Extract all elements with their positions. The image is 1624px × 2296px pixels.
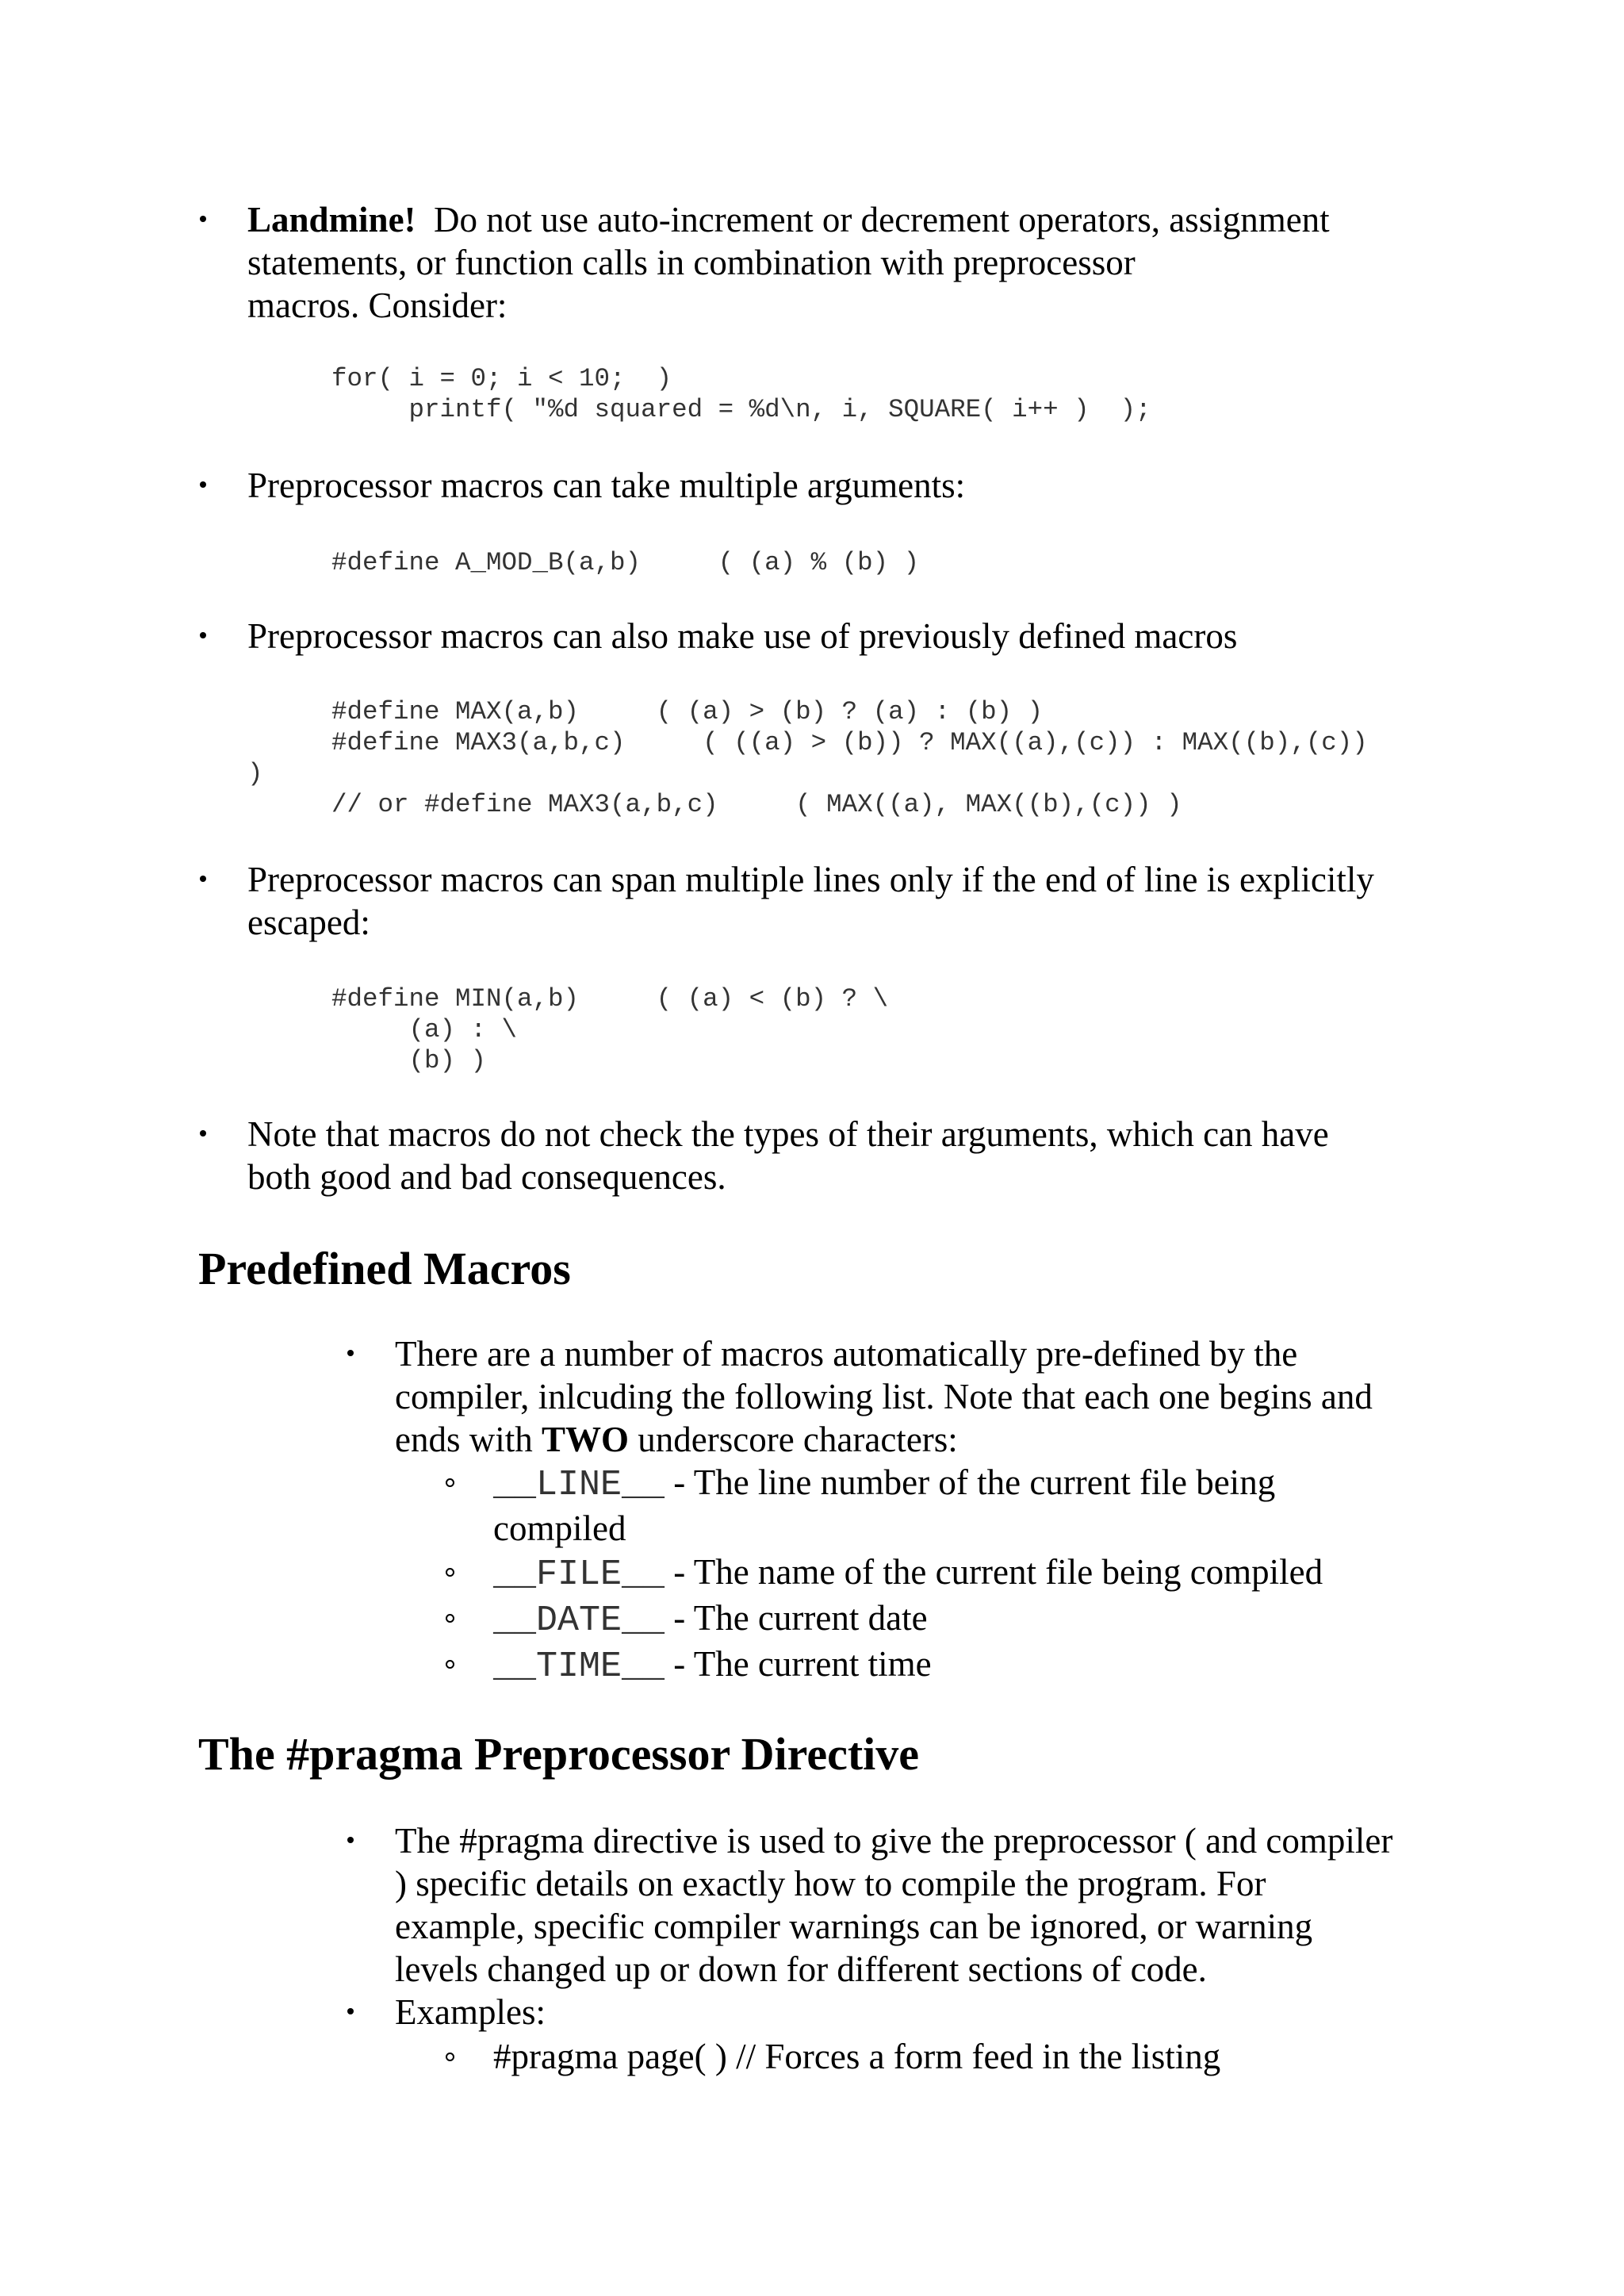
macro-desc: - The line number of the current file being [665, 1462, 1276, 1502]
sub-bullet-circle [446, 1614, 454, 1623]
types-note-line-2: both good and bad consequences. [247, 1157, 726, 1197]
examples-label: Examples: [395, 1992, 546, 2032]
sub-bullet-circle [446, 1568, 454, 1577]
macro-name: __LINE__ [493, 1465, 665, 1505]
code-block-wrap [247, 758, 263, 789]
predefined-line-3-post: underscore characters: [629, 1420, 958, 1459]
bullet-dot [347, 1350, 354, 1356]
code-line: #define MAX(a,b) ( (a) > (b) ? (a) : (b) ) [331, 697, 1044, 726]
multiple-args-text: Preprocessor macros can take multiple arguments: [247, 466, 966, 505]
landmine-line-3: macros. Consider: [247, 286, 508, 325]
sub-bullet-circle [446, 1478, 454, 1487]
example-text: #pragma page( ) // Forces a form feed in the listing [493, 2037, 1221, 2076]
code-line: printf( "%d squared = %d\n, i, SQUARE( i++ ) ); [331, 395, 1151, 424]
predefined-line-1: There are a number of macros automatically pre-defined by the [395, 1334, 1298, 1374]
bullet-dot [347, 1837, 354, 1843]
code-block-max3-alt [331, 789, 1182, 820]
heading-pragma: The #pragma Preprocessor Directive [198, 1728, 919, 1780]
pragma-line-1: The #pragma directive is used to give the preprocessor ( and compiler [395, 1821, 1393, 1861]
macro-desc: - The current time [665, 1644, 932, 1684]
pragma-line-4: levels changed up or down for different sections of code. [395, 1949, 1207, 1989]
multiline-line-1: Preprocessor macros can span multiple lines only if the end of line is explicitly [247, 860, 1374, 899]
bullet-dot [200, 1130, 206, 1137]
code-line: #define MAX3(a,b,c) ( ((a) > (b)) ? MAX((a),(c)) : MAX((b),(c)) [331, 728, 1368, 757]
bullet-dot [200, 481, 206, 488]
previous-macros-text: Preprocessor macros can also make use of previously defined macros [247, 616, 1238, 656]
code-line: #define A_MOD_B(a,b) ( (a) % (b) ) [331, 548, 920, 577]
code-line: (b) ) [331, 1046, 487, 1075]
bullet-dot [200, 216, 206, 222]
code-line: for( i = 0; i < 10; ) [331, 364, 672, 393]
code-line: // or #define MAX3(a,b,c) ( MAX((a), MAX((b),(c)) ) [331, 790, 1182, 819]
code-line: (a) : \ [331, 1015, 518, 1045]
code-line: ) [247, 759, 263, 788]
macro-desc: - The name of the current file being compiled [665, 1552, 1323, 1592]
bullet-dot [200, 876, 206, 882]
code-line: #define MIN(a,b) ( (a) < (b) ? \ [331, 984, 889, 1014]
pragma-line-2: ) specific details on exactly how to compile the program. For [395, 1864, 1266, 1903]
sub-bullet-circle [446, 2053, 454, 2061]
landmine-label: Landmine! [247, 200, 416, 240]
bullet-dot [347, 2008, 354, 2014]
predefined-line-3-bold: TWO [542, 1420, 630, 1459]
landmine-line-1: Do not use auto-increment or decrement operators, assignment [434, 200, 1330, 240]
types-note-line-1: Note that macros do not check the types of their arguments, which can have [247, 1114, 1329, 1154]
heading-predefined-macros: Predefined Macros [198, 1243, 571, 1294]
macro-desc: - The current date [665, 1598, 928, 1638]
pragma-line-3: example, specific compiler warnings can be ignored, or warning [395, 1907, 1313, 1946]
bullet-dot [200, 632, 206, 638]
multiline-line-2: escaped: [247, 903, 370, 942]
code-block-landmine [331, 363, 1151, 425]
code-block-multiple-args [331, 547, 919, 578]
sub-bullet-circle [446, 1660, 454, 1669]
predefined-line-3-pre: ends with [395, 1420, 542, 1459]
predefined-line-2: compiler, inlcuding the following list. Note that each one begins and [395, 1377, 1373, 1416]
macro-name: __FILE__ [493, 1554, 665, 1595]
code-block-max [331, 696, 1368, 758]
macro-desc-cont: compiled [493, 1508, 626, 1548]
macro-name: __TIME__ [493, 1646, 665, 1687]
macro-name: __DATE__ [493, 1600, 665, 1641]
landmine-line-2: statements, or function calls in combination with preprocessor [247, 243, 1136, 282]
code-block-min [331, 983, 888, 1076]
